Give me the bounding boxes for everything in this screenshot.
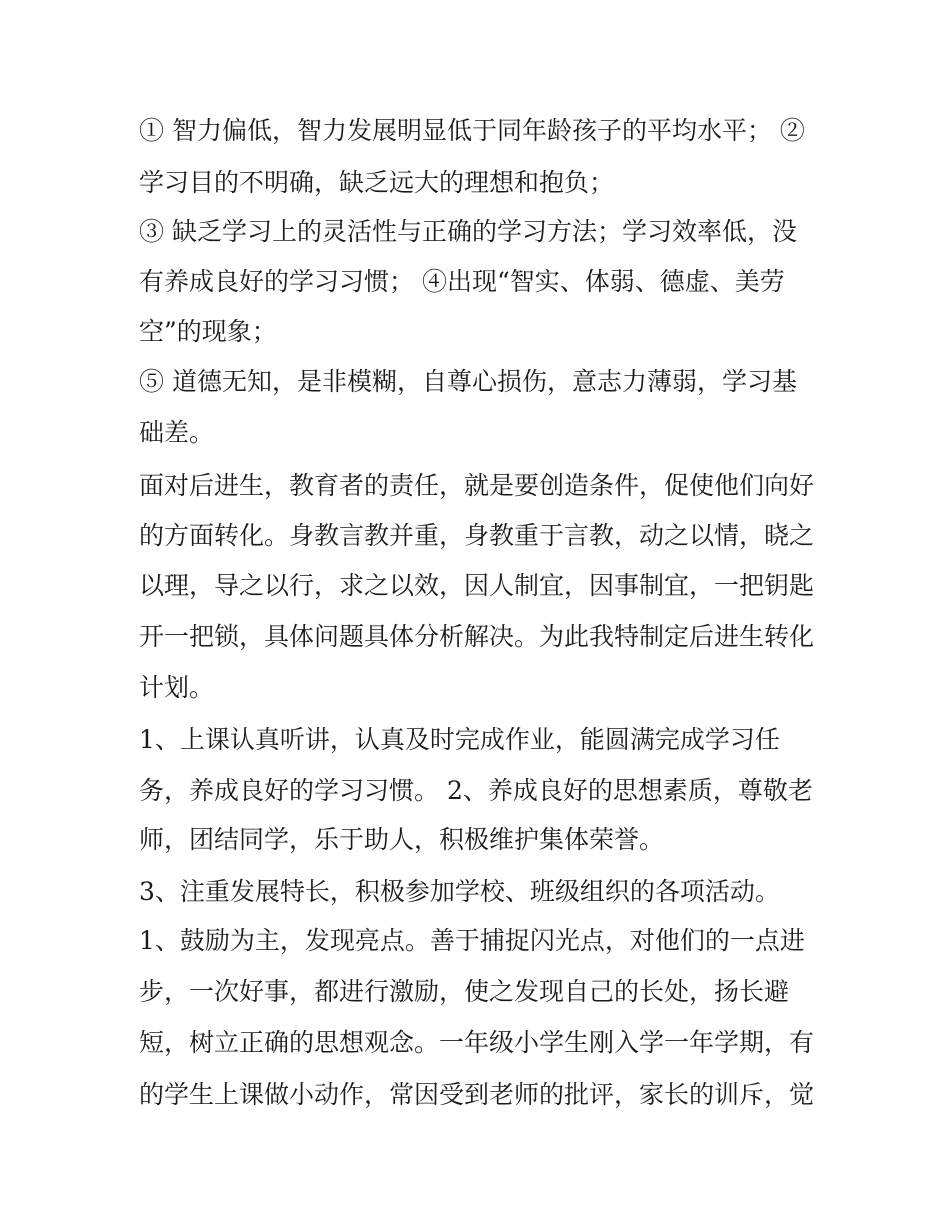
- text-line: 3、注重发展特长，积极参加学校、班级组织的各项活动。: [139, 877, 780, 906]
- text-line: 学习目的不明确，缺乏远大的理想和抱负；: [139, 168, 615, 197]
- text-line: 1、鼓励为主，发现亮点。善于捕捉闪光点，对他们的一点进: [139, 926, 805, 955]
- text-line: 1、上课认真听讲，认真及时完成作业，能圆满完成学习任: [139, 725, 780, 754]
- text-line: 务，养成良好的学习习惯。 2、养成良好的思想素质，尊敬老: [139, 776, 813, 805]
- text-line: 以理，导之以行，求之以效，因人制宜，因事制宜，一把钥匙: [139, 571, 815, 600]
- text-line: 师，团结同学，乐于助人，积极维护集体荣誉。: [139, 825, 665, 854]
- text-line: 的方面转化。身教言教并重，身教重于言教，动之以情，晓之: [139, 521, 815, 550]
- text-line: 计划。: [139, 673, 215, 702]
- text-line: ③ 缺乏学习上的灵活性与正确的学习方法；学习效率低，没: [139, 217, 797, 246]
- text-line: 步，一次好事，都进行激励，使之发现自己的长处，扬长避: [139, 977, 790, 1006]
- text-line: 空”的现象；: [139, 317, 277, 346]
- text-line: 面对后进生，教育者的责任，就是要创造条件，促使他们向好: [139, 471, 815, 500]
- text-line: ① 智力偏低，智力发展明显低于同年龄孩子的平均水平； ②: [139, 116, 805, 145]
- text-line: 的学生上课做小动作，常因受到老师的批评，家长的训斥，觉: [139, 1080, 815, 1109]
- text-line: 有养成良好的学习习惯； ④出现“智实、体弱、德虚、美劳: [139, 267, 785, 296]
- text-line: 础差。: [139, 418, 215, 447]
- text-line: 开一把锁，具体问题具体分析解决。为此我特制定后进生转化: [139, 622, 815, 651]
- text-line: ⑤ 道德无知，是非模糊，自尊心损伤，意志力薄弱，学习基: [139, 367, 797, 396]
- text-line: 短，树立正确的思想观念。一年级小学生刚入学一年学期，有: [139, 1028, 815, 1057]
